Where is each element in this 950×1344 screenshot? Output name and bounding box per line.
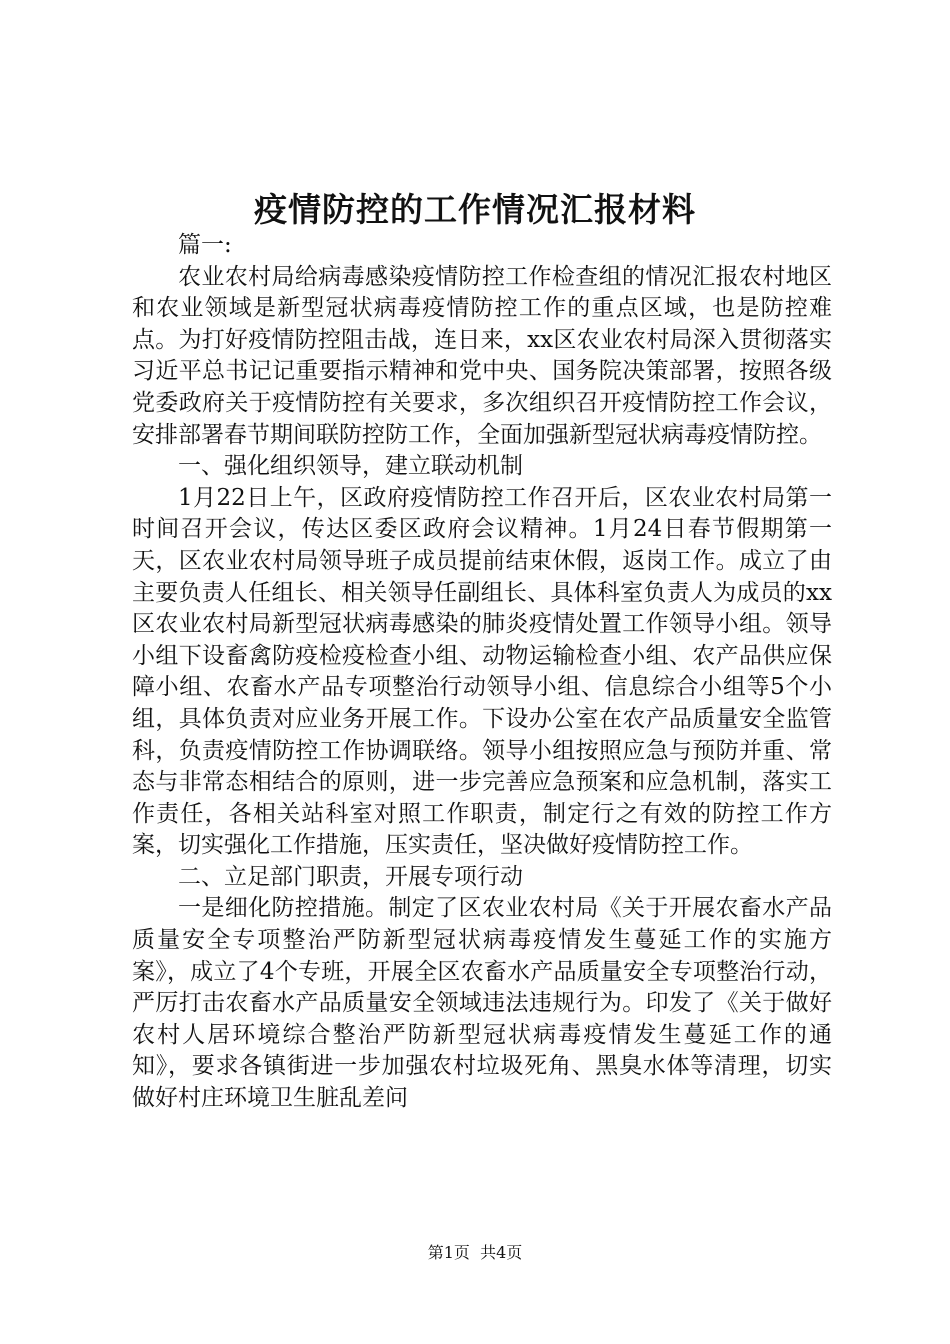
- paragraph-1: 1月22日上午，区政府疫情防控工作召开后，区农业农村局第一时间召开会议，传达区委区政府会议精神。1月24日春节假期第一天，区农业农村局领导班子成员提前结束休假，返岗工作。成立了由主要负责人任组长、相关领导任副组长、具体科室负责人为成员的xx区农业农村局新型冠状病毒感染的肺炎疫情处置工作领导小组。领导小组下设畜禽防疫检疫检查小组、动物运输检查小组、农产品供应保障小组、农畜水产品专项整治行动领导小组、信息综合小组等5个小组，具体负责对应业务开展工作。下设办公室在农产品质量安全监管科，负责疫情防控工作协调联络。领导小组按照应急与预防并重、常态与非常态相结合的原则，进一步完善应急预案和应急机制，落实工作责任，各相关站科室对照工作职责，制定行之有效的防控工作方案，切实强化工作措施，压实责任，坚决做好疫情防控工作。: [132, 484, 832, 859]
- paragraph-intro: 农业农村局给病毒感染疫情防控工作检查组的情况汇报农村地区和农业领域是新型冠状病毒疫情防控工作的重点区域，也是防控难点。为打好疫情防控阻击战，连日来，xx区农业农村局深入贯彻落实习近平总书记记重要指示精神和党中央、国务院决策部署，按照各级党委政府关于疫情防控有关要求，多次组织召开疫情防控工作会议，安排部署春节期间联防控防工作，全面加强新型冠状病毒疫情防控。: [132, 263, 832, 448]
- section-heading-1: 一、强化组织领导，建立联动机制: [178, 453, 523, 480]
- document-title: 疫情防控的工作情况汇报材料: [254, 190, 696, 229]
- page-number: 第1页: [427, 1243, 470, 1262]
- page-total: 共4页: [480, 1243, 523, 1262]
- section-heading-2: 二、立足部门职责，开展专项行动: [178, 863, 523, 890]
- document-body: [132, 230, 832, 1115]
- page-footer: [0, 1241, 950, 1265]
- section-label: 篇一:: [178, 232, 232, 258]
- paragraph-2: 一是细化防控措施。制定了区农业农村局《关于开展农畜水产品质量安全专项整治严防新型冠状病毒疫情发生蔓延工作的实施方案》，成立了4个专班，开展全区农畜水产品质量安全专项整治行动，严厉打击农畜水产品质量安全领域违法违规行为。印发了《关于做好农村人居环境综合整治严防新型冠状病毒疫情发生蔓延工作的通知》，要求各镇街进一步加强农村垃圾死角、黑臭水体等清理，切实做好村庄环境卫生脏乱差问: [132, 895, 832, 1112]
